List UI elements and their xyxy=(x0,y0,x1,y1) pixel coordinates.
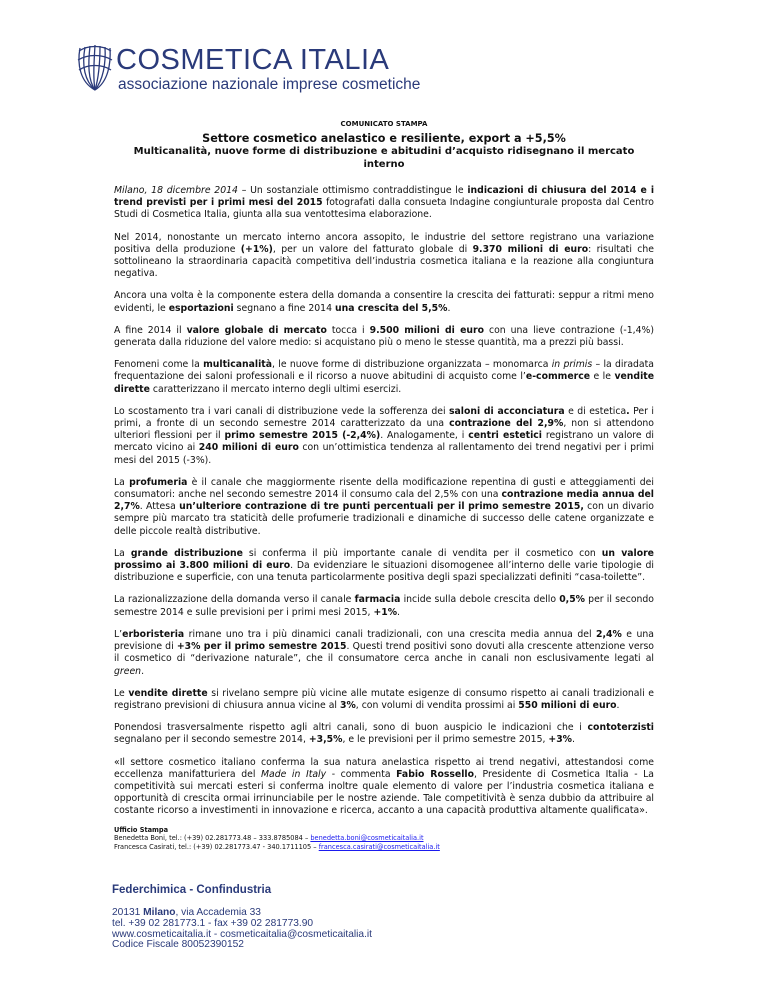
text-run: tocca i xyxy=(326,324,370,336)
footer-organization: Federchimica - Confindustria xyxy=(112,884,272,896)
text-run: con una lieve contrazione (-1,4%) generata dalla riduzione del valore medio: si acquistano più o meno le stesse quantità, ma a prezzi più bassi. xyxy=(114,324,655,349)
text-run: . xyxy=(141,665,145,677)
text-run: con un’ottimistica tendenza al rallentamento dei trend negativi per i primi mesi del 2015 (-3%). xyxy=(114,442,655,466)
press-release-body xyxy=(114,185,654,818)
text-run: +3,5% xyxy=(308,734,343,746)
body-paragraph xyxy=(114,548,654,585)
text-run: +3% per il primo semestre 2015 xyxy=(176,641,347,653)
text-run: Per i primi, a fronte di un secondo semestre 2014 caratterizzato da una xyxy=(114,405,654,430)
text-run: . xyxy=(397,606,400,618)
text-run: , Presidente di Cosmetica Italia - La competitività sui mercati esteri si conferma inoltre quale elemento di valore per l’industria cosmetica italiana e opportunità di crescita ormai irrinunciabile per le nostre aziende. Tale competitività è senza dubbio da attribuire al costante ricorso a investimenti in innovazione e ricerca, accanto a una capacità produttiva altamente qualificata». xyxy=(114,768,654,817)
text-run: Fabio Rossello xyxy=(396,768,474,780)
text-run: grande distribuzione xyxy=(130,547,243,559)
text-run: con un divario sempre più marcato tra staticità delle profumerie tradizionali e dinamiche di successo delle catene organizzate e delle piccole realtà distributive. xyxy=(114,501,654,537)
text-run: Lo scostamento tra i vari canali di distribuzione vede la sofferenza dei xyxy=(114,405,449,417)
text-run: saloni di acconciatura xyxy=(448,405,565,417)
text-run: . xyxy=(447,302,451,314)
text-run: erboristeria xyxy=(122,628,185,640)
text-run: , non si attendono ulteriori flessioni per il xyxy=(114,418,654,442)
text-run: rimane uno tra i più dinamici canali tradizionali, con una crescita media annua del xyxy=(184,628,597,640)
text-run: , con volumi di vendita prossimi ai xyxy=(355,699,519,711)
text-run: un valore prossimo ai 3.800 milioni di euro xyxy=(114,547,654,572)
text-run: segnano a fine 2014 xyxy=(233,302,335,314)
text-run: . xyxy=(626,405,630,417)
body-paragraph xyxy=(114,359,654,396)
text-run: , e le previsioni per il primo semestre 2015, xyxy=(342,734,549,746)
text-run: incide sulla debole crescita dello xyxy=(400,594,560,606)
contact-email-link[interactable]: francesca.casirati@cosmeticaitalia.it xyxy=(318,842,440,851)
footer-postcode: 20131 xyxy=(112,907,144,918)
footer-web: www.cosmeticaitalia.it - cosmeticaitalia@cosmeticaitalia.it xyxy=(112,928,373,940)
text-run: +1% xyxy=(373,606,398,618)
text-run: . Questi trend positivi sono dovuti alla crescente attenzione verso il cosmetico di “derivazione naturale”, che il consumatore cerca anche in canali non esclusivamente legati al xyxy=(114,641,654,665)
text-run: . Da evidenziare le situazioni disomogenee all’interno delle varie tipologie di distribuzione e superficie, con una tenuta particolarmente positiva degli spazi specializzati definiti “casa-toilette”. xyxy=(114,560,654,584)
body-paragraph xyxy=(114,757,654,818)
text-run: vendite dirette xyxy=(114,371,655,395)
text-run: – la diradata frequentazione dei saloni professionali e il ricorso a nuove abitudini di acquisto come l’ xyxy=(114,359,654,383)
text-run: «Il settore cosmetico italiano conferma la sua natura anelastica rispetto ai trend negativi, attestandosi come eccellenza manifatturiera del xyxy=(114,756,654,780)
contact-email-link[interactable]: benedetta.boni@cosmeticaitalia.it xyxy=(310,834,424,843)
text-run: 2,4% xyxy=(596,628,622,640)
text-run: 240 milioni di euro xyxy=(198,442,299,454)
press-release-kicker: COMUNICATO STAMPA xyxy=(340,120,428,128)
text-run: Fenomeni come la xyxy=(114,359,204,371)
text-run: profumeria xyxy=(129,476,188,488)
text-run: 0,5% xyxy=(559,594,585,606)
text-run: : risultati che sottolineano la straordinaria capacità competitiva dell’industria cosmetica italiana e la reazione alla congiuntura negativa. xyxy=(114,243,654,280)
text-run: . xyxy=(571,734,575,746)
body-paragraph xyxy=(114,185,654,222)
text-run: Ponendosi trasversalmente rispetto agli altri canali, sono di buon auspicio le indicazioni che i xyxy=(114,722,588,734)
press-office-contacts xyxy=(114,826,654,852)
text-run: La xyxy=(114,547,131,559)
text-run: 550 milioni di euro xyxy=(518,699,617,711)
text-run: Made in Italy xyxy=(261,768,327,780)
text-run: Milano, 18 dicembre 2014 xyxy=(114,185,238,196)
text-run: green xyxy=(114,665,142,677)
text-run: – Un sostanziale ottimismo contraddistingue le xyxy=(237,185,468,196)
text-run: fotografati dalla consueta Indagine congiunturale proposta dal Centro Studi di Cosmetica Italia, giunta alla sua ventottesima elaborazione. xyxy=(114,197,654,221)
text-run: contoterzisti xyxy=(587,722,654,734)
text-run: . Analogamente, i xyxy=(380,430,469,442)
contact-text: Benedetta Boni, tel.: (+39) 02.281773.48 – 333.8785084 – xyxy=(114,834,311,843)
text-run: - commenta xyxy=(326,768,397,780)
text-run: La razionalizzazione della domanda verso il canale xyxy=(114,594,355,606)
press-release-title: Settore cosmetico anelastico e resiliente, export a +5,5% xyxy=(202,132,566,145)
text-run: si conferma il più importante canale di vendita per il cosmetico con xyxy=(242,547,602,559)
text-run: L’ xyxy=(114,628,123,640)
footer-tax-code: Codice Fiscale 80052390152 xyxy=(112,939,244,951)
header-logo xyxy=(76,42,456,97)
press-office-label: Ufficio Stampa xyxy=(114,825,169,834)
text-run: e le xyxy=(590,371,615,383)
footer-street: , via Accademia 33 xyxy=(175,907,261,918)
footer-city: Milano xyxy=(143,907,176,918)
text-run: Nel 2014, nonostante un mercato interno ancora assopito, le industrie del settore registrano una variazione positiva della produzione xyxy=(114,231,654,255)
press-release xyxy=(114,120,654,851)
text-run: vendite dirette xyxy=(128,687,208,699)
logo-name: COSMETICA ITALIA xyxy=(116,44,390,76)
text-run: farmacia xyxy=(354,594,401,606)
text-run: La xyxy=(114,476,130,488)
text-run: primo semestre 2015 (-2,4%) xyxy=(224,430,381,442)
text-run: registrano un valore di mercato vicino ai xyxy=(114,430,654,454)
logo-tagline: associazione nazionale imprese cosmetiche xyxy=(118,76,421,93)
text-run: 9.370 milioni di euro xyxy=(472,243,589,255)
text-run: esportazioni xyxy=(168,302,234,314)
text-run: 9.500 milioni di euro xyxy=(369,324,484,336)
text-run: , le nuove forme di distribuzione organizzata – monomarca xyxy=(272,359,552,371)
text-run: in primis xyxy=(551,359,593,371)
text-run: (+1%) xyxy=(240,243,273,255)
text-run: . xyxy=(616,699,620,711)
body-paragraph xyxy=(114,406,654,467)
body-paragraph xyxy=(114,477,654,538)
text-run: e-commerce xyxy=(525,371,591,383)
press-release-subtitle: Multicanalità, nuove forme di distribuzione e abitudini d’acquisto ridisegnano il mercato interno xyxy=(133,146,635,170)
footer xyxy=(112,884,472,951)
text-run: è il canale che maggiormente risente della modificazione repentina di gusti e atteggiamenti dei consumatori: anche nel secondo semestre 2014 il consumo cala del 2,5% con una xyxy=(114,476,654,501)
text-run: un’ulteriore contrazione di tre punti percentuali per il primo semestre 2015, xyxy=(179,501,584,513)
text-run: caratterizzano il mercato interno degli ultimi esercizi. xyxy=(149,383,402,395)
text-run: A fine 2014 il xyxy=(114,324,187,336)
text-run: centri estetici xyxy=(468,430,542,442)
footer-phone: tel. +39 02 281773.1 - fax +39 02 281773.90 xyxy=(112,917,314,929)
contact-line xyxy=(114,834,654,843)
body-paragraph xyxy=(114,232,654,281)
text-run: +3% xyxy=(548,734,572,746)
body-paragraph xyxy=(114,325,654,349)
body-paragraph xyxy=(114,629,654,678)
body-paragraph xyxy=(114,688,654,712)
text-run: valore globale di mercato xyxy=(186,324,327,336)
text-run: , per un valore del fatturato globale di xyxy=(272,243,473,255)
text-run: . Attesa xyxy=(139,501,180,513)
text-run: e una previsione di xyxy=(114,628,654,653)
text-run: e di estetica xyxy=(564,405,627,417)
text-run: contrazione del 2,9% xyxy=(449,418,564,430)
text-run: multicanalità xyxy=(203,359,272,371)
text-run: per il secondo semestre 2014 e sulle previsioni per i primi mesi 2015, xyxy=(114,594,654,618)
cosmetica-italia-shell-logo-icon xyxy=(76,42,114,92)
text-run: contrazione media annua del 2,7% xyxy=(114,489,654,513)
text-run: si rivelano sempre più vicine alle mutate esigenze di consumo rispetto ai canali tradizionali e registrano previsioni di chiusura annua vicine al xyxy=(114,687,654,711)
text-run: indicazioni di chiusura del 2014 e i trend previsti per i primi mesi del 2015 xyxy=(114,185,655,209)
body-paragraph xyxy=(114,290,654,314)
body-paragraph xyxy=(114,594,654,618)
text-run: una crescita del 5,5% xyxy=(334,302,448,314)
text-run: Le xyxy=(114,687,129,699)
text-run: Ancora una volta è la componente estera della domanda a consentire la crescita dei fatturati: seppur a ritmi meno evidenti, le xyxy=(114,290,654,314)
contact-text: Francesca Casirati, tel.: (+39) 02.281773.47 - 340.1711105 – xyxy=(114,842,319,851)
text-run: 3% xyxy=(339,699,356,711)
text-run: segnalano per il secondo semestre 2014, xyxy=(114,734,309,746)
contact-line xyxy=(114,843,654,852)
body-paragraph xyxy=(114,722,654,746)
